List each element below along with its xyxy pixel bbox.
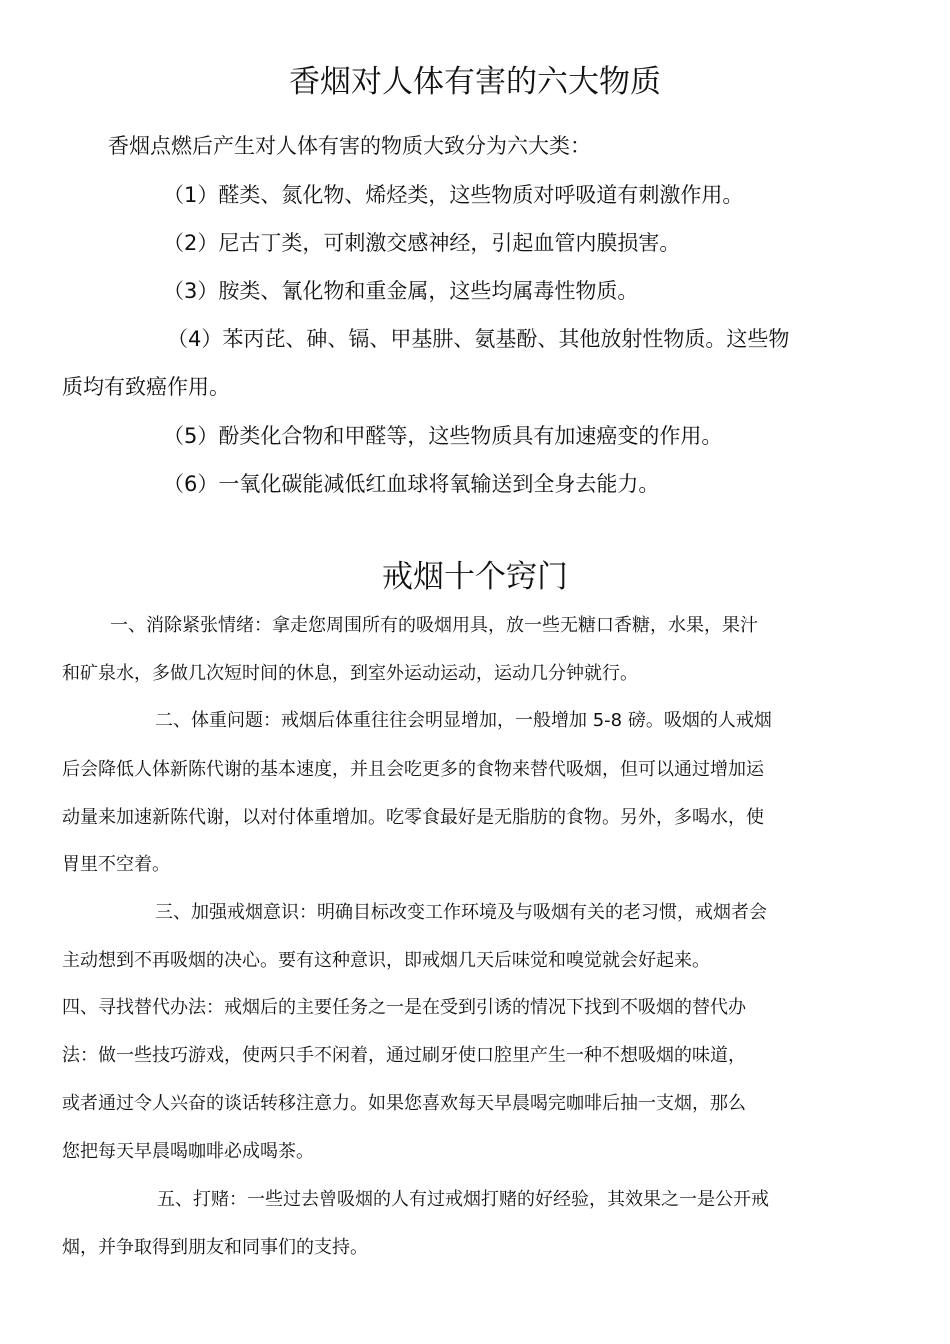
harmful-item-1: （1）醛类、氮化物、烯烃类，这些物质对呼吸道有刺激作用。	[163, 183, 744, 207]
tip-4-line-4: 您把每天早晨喝咖啡必成喝茶。	[62, 1141, 314, 1162]
tip-4-line-3: 或者通过令人兴奋的谈话转移注意力。如果您喜欢每天早晨喝完咖啡后抽一支烟，那么	[62, 1093, 746, 1114]
tip-3-line-1: 三、加强戒烟意识：明确目标改变工作环境及与吸烟有关的老习惯，戒烟者会	[155, 902, 767, 923]
section1-intro: 香烟点燃后产生对人体有害的物质大致分为六大类：	[108, 134, 591, 158]
harmful-item-4: （4）苯丙芘、砷、镉、甲基肼、氨基酚、其他放射性物质。这些物	[167, 327, 790, 351]
harmful-item-2: （2）尼古丁类，可刺激交感神经，引起血管内膜损害。	[163, 231, 681, 255]
tip-2-line-1: 二、体重问题：戒烟后体重往往会明显增加，一般增加 5-8 磅。吸烟的人戒烟	[155, 710, 772, 731]
harmful-item-4-continued: 质均有致癌作用。	[62, 375, 230, 399]
tip-1-line-2: 和矿泉水，多做几次短时间的休息，到室外运动运动，运动几分钟就行。	[62, 663, 638, 684]
tip-4-line-2: 法：做一些技巧游戏，使两只手不闲着，通过刷牙使口腔里产生一种不想吸烟的味道，	[62, 1045, 746, 1066]
section1-title: 香烟对人体有害的六大物质	[289, 64, 661, 100]
tip-5-line-1: 五、打赌：一些过去曾吸烟的人有过戒烟打赌的好经验，其效果之一是公开戒	[157, 1189, 769, 1210]
tip-4-line-1: 四、寻找替代办法：戒烟后的主要任务之一是在受到引诱的情况下找到不吸烟的替代办	[62, 997, 746, 1018]
tip-2-line-3: 动量来加速新陈代谢，以对付体重增加。吃零食最好是无脂肪的食物。另外，多喝水，使	[62, 807, 764, 828]
tip-1-line-1: 一、消除紧张情绪：拿走您周围所有的吸烟用具，放一些无糖口香糖，水果，果汁	[110, 615, 758, 636]
harmful-item-5: （5）酚类化合物和甲醛等，这些物质具有加速癌变的作用。	[163, 424, 723, 448]
harmful-item-3: （3）胺类、氰化物和重金属，这些均属毒性物质。	[163, 279, 639, 303]
harmful-item-6: （6）一氧化碳能减低红血球将氧输送到全身去能力。	[163, 472, 660, 496]
tip-5-line-2: 烟，并争取得到朋友和同事们的支持。	[62, 1237, 368, 1258]
tip-3-line-2: 主动想到不再吸烟的决心。要有这种意识，即戒烟几天后味觉和嗅觉就会好起来。	[62, 950, 710, 971]
tip-2-line-2: 后会降低人体新陈代谢的基本速度，并且会吃更多的食物来替代吸烟，但可以通过增加运	[62, 759, 764, 780]
section2-title: 戒烟十个窍门	[382, 559, 568, 595]
tip-2-line-4: 胃里不空着。	[62, 854, 170, 875]
